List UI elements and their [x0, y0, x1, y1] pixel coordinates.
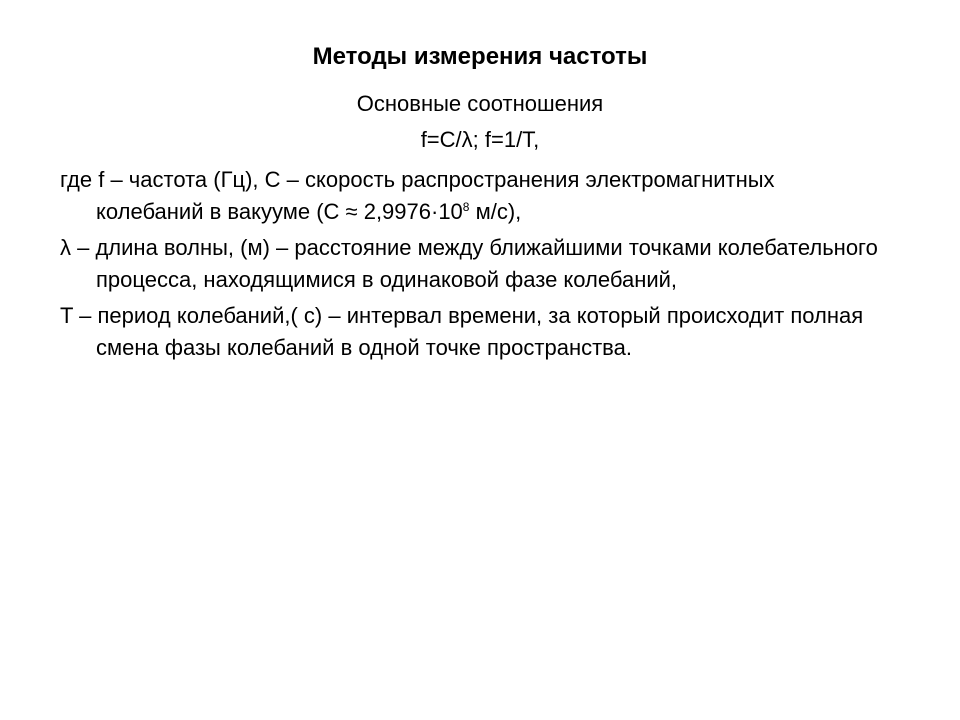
definition-period: T – период колебаний,( c) – интервал времени, за который происходит полная смена фазы колебаний в одной точке пространства.: [60, 303, 864, 360]
definition-frequency-and-speed: [60, 164, 880, 228]
frequency-formula: f=C/λ; f=1/T,: [420, 127, 540, 152]
definition-frequency-text: где f – частота (Гц), C – скорость распространения электромагнитных колебаний в вакууме (C ≈ 2,9976·10: [60, 167, 775, 224]
slide-title: Методы измерения частоты: [312, 43, 648, 70]
slide-subtitle: Основные соотношения: [356, 91, 604, 116]
definition-wavelength: λ – длина волны, (м) – расстояние между ближайшими точками колебательного процесса, находящимися в одинаковой фазе колебаний,: [60, 235, 878, 292]
definitions-list: [60, 164, 880, 368]
definition-frequency-units: м/с),: [469, 199, 522, 224]
power-exponent: 8: [462, 200, 470, 214]
